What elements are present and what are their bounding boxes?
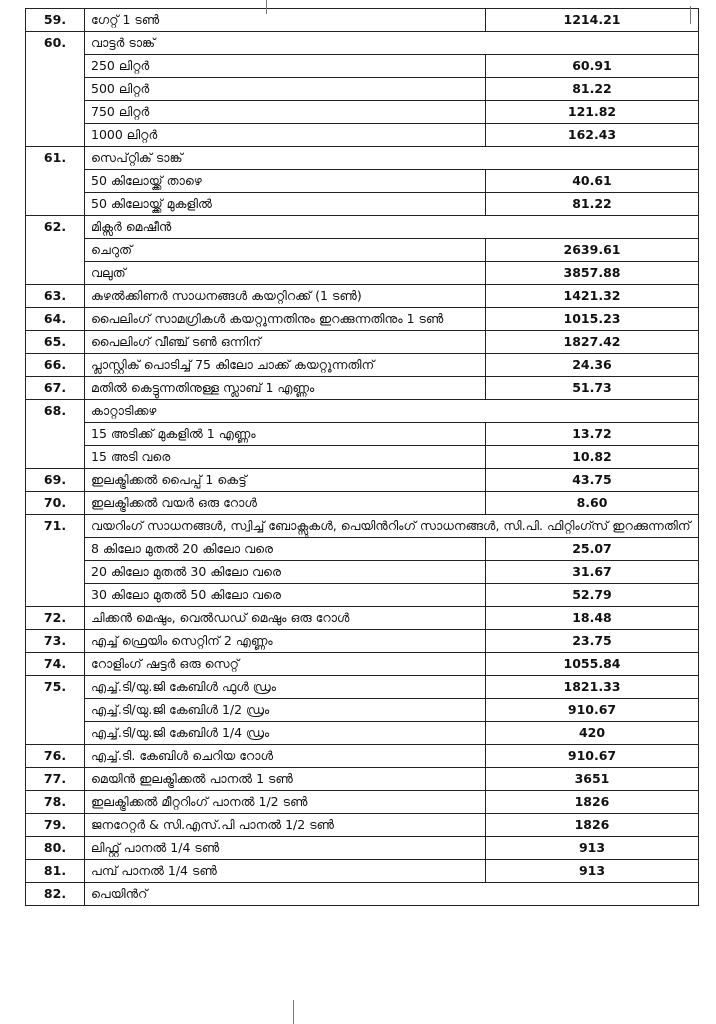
item-description: എച്ച്.ടി. കേബിൾ ചെറിയ റോൾ [85, 745, 486, 768]
item-number: 61. [26, 147, 85, 216]
item-rate: 81.22 [486, 78, 699, 101]
table-row [26, 124, 699, 147]
item-rate: 913 [486, 860, 699, 883]
table-row [26, 768, 699, 791]
table-row [26, 515, 699, 538]
rate-table-body [26, 9, 699, 906]
table-row [26, 101, 699, 124]
item-description: മെയിൻ ഇലക്ട്രിക്കൽ പാനൽ 1 ടൺ [85, 768, 486, 791]
table-row [26, 78, 699, 101]
item-rate: 40.61 [486, 170, 699, 193]
table-row [26, 607, 699, 630]
item-rate: 60.91 [486, 55, 699, 78]
item-description: മതിൽ കെട്ടുന്നതിനുള്ള സ്ലാബ് 1 എണ്ണം [85, 377, 486, 400]
table-row [26, 262, 699, 285]
item-description: റോളിംഗ് ഷട്ടർ ഒരു സെറ്റ് [85, 653, 486, 676]
table-row [26, 584, 699, 607]
item-number: 73. [26, 630, 85, 653]
item-number: 71. [26, 515, 85, 607]
table-row [26, 561, 699, 584]
item-description: എച്ച്.ടി/യു.ജി കേബിൾ 1/4 ഡ്രം [85, 722, 486, 745]
item-rate: 1214.21 [486, 9, 699, 32]
item-description: ചെറുത് [85, 239, 486, 262]
item-description: എച്ച് ഫ്രെയിം സെറ്റിന് 2 എണ്ണം [85, 630, 486, 653]
item-description: 50 കിലോയ്ക്ക് താഴെ [85, 170, 486, 193]
table-row [26, 55, 699, 78]
table-row [26, 538, 699, 561]
table-row [26, 9, 699, 32]
scan-mark [266, 0, 267, 14]
table-row [26, 377, 699, 400]
item-rate: 10.82 [486, 446, 699, 469]
item-description: എച്ച്.ടി/യു.ജി കേബിൾ 1/2 ഡ്രം [85, 699, 486, 722]
item-number: 80. [26, 837, 85, 860]
item-description: ലിഫ്റ്റ് പാനൽ 1/4 ടൺ [85, 837, 486, 860]
item-rate: 121.82 [486, 101, 699, 124]
table-row [26, 354, 699, 377]
item-description: 500 ലിറ്റർ [85, 78, 486, 101]
table-row [26, 423, 699, 446]
item-number: 79. [26, 814, 85, 837]
item-description: 8 കിലോ മുതൽ 20 കിലോ വരെ [85, 538, 486, 561]
item-rate: 23.75 [486, 630, 699, 653]
item-rate: 81.22 [486, 193, 699, 216]
item-description: പ്ലാസ്റ്റിക് പൊടിച്ച് 75 കിലോ ചാക്ക് കയറ്റുന്നതിന് [85, 354, 486, 377]
item-number: 68. [26, 400, 85, 469]
item-description: പൈലിംഗ് സാമഗ്രികൾ കയറ്റുന്നതിനും ഇറക്കുന്നതിനും 1 ടൺ [85, 308, 486, 331]
table-row [26, 791, 699, 814]
table-row [26, 193, 699, 216]
item-description: 20 കിലോ മുതൽ 30 കിലോ വരെ [85, 561, 486, 584]
item-description: 750 ലിറ്റർ [85, 101, 486, 124]
table-row [26, 860, 699, 883]
item-number: 72. [26, 607, 85, 630]
table-row [26, 676, 699, 699]
item-rate: 31.67 [486, 561, 699, 584]
item-rate: 2639.61 [486, 239, 699, 262]
group-heading: വാട്ടർ ടാങ്ക് [85, 32, 699, 55]
item-description: പമ്പ് പാനൽ 1/4 ടൺ [85, 860, 486, 883]
item-number: 75. [26, 676, 85, 745]
table-row [26, 653, 699, 676]
group-heading: പെയിൻറ് [85, 883, 699, 906]
scan-mark [293, 1000, 294, 1024]
item-number: 60. [26, 32, 85, 147]
item-number: 64. [26, 308, 85, 331]
table-row [26, 32, 699, 55]
item-description: വലുത് [85, 262, 486, 285]
table-row [26, 722, 699, 745]
item-rate: 1055.84 [486, 653, 699, 676]
table-row [26, 147, 699, 170]
item-description: ഇലക്ട്രിക്കൽ മീറ്ററിംഗ് പാനൽ 1/2 ടൺ [85, 791, 486, 814]
item-description: ചിക്കൻ മെഷും, വെൽഡഡ് മെഷും ഒരു റോൾ [85, 607, 486, 630]
item-rate: 1015.23 [486, 308, 699, 331]
table-row [26, 331, 699, 354]
item-description: 1000 ലിറ്റർ [85, 124, 486, 147]
table-row [26, 216, 699, 239]
item-rate: 420 [486, 722, 699, 745]
item-description: 15 അടി വരെ [85, 446, 486, 469]
item-rate: 910.67 [486, 745, 699, 768]
item-rate: 52.79 [486, 584, 699, 607]
item-number: 78. [26, 791, 85, 814]
item-rate: 910.67 [486, 699, 699, 722]
item-rate: 51.73 [486, 377, 699, 400]
table-row [26, 308, 699, 331]
group-heading: വയറിംഗ് സാധനങ്ങൾ, സ്വിച്ച് ബോക്സുകൾ, പെയിൻറിംഗ് സാധനങ്ങൾ, സി.പി. ഫിറ്റിംഗ്സ് ഇറക്കുന്നതിന് [85, 515, 699, 538]
item-rate: 25.07 [486, 538, 699, 561]
group-heading: സെപ്റ്റിക് ടാങ്ക് [85, 147, 699, 170]
table-row [26, 170, 699, 193]
item-number: 70. [26, 492, 85, 515]
item-description: ഗേറ്റ് 1 ടൺ [85, 9, 486, 32]
item-rate: 162.43 [486, 124, 699, 147]
item-description: പൈലിംഗ് വീഞ്ച് ടൺ ഒന്നിന് [85, 331, 486, 354]
table-row [26, 446, 699, 469]
group-heading: മിക്സർ മെഷീൻ [85, 216, 699, 239]
item-number: 66. [26, 354, 85, 377]
item-rate: 24.36 [486, 354, 699, 377]
rate-table [25, 8, 699, 906]
item-number: 62. [26, 216, 85, 285]
item-description: 30 കിലോ മുതൽ 50 കിലോ വരെ [85, 584, 486, 607]
table-row [26, 469, 699, 492]
item-rate: 43.75 [486, 469, 699, 492]
item-rate: 3651 [486, 768, 699, 791]
item-number: 76. [26, 745, 85, 768]
item-rate: 913 [486, 837, 699, 860]
table-row [26, 630, 699, 653]
item-rate: 1826 [486, 791, 699, 814]
item-description: കുഴൽക്കിണർ സാധനങ്ങൾ കയറ്റിറക്ക് (1 ടൺ) [85, 285, 486, 308]
item-number: 69. [26, 469, 85, 492]
scan-mark [690, 6, 691, 24]
item-description: 250 ലിറ്റർ [85, 55, 486, 78]
item-number: 63. [26, 285, 85, 308]
table-row [26, 400, 699, 423]
item-number: 65. [26, 331, 85, 354]
item-rate: 1826 [486, 814, 699, 837]
item-number: 67. [26, 377, 85, 400]
table-row [26, 883, 699, 906]
table-row [26, 492, 699, 515]
item-rate: 1421.32 [486, 285, 699, 308]
item-description: എച്ച്.ടി/യു.ജി കേബിൾ ഫുൾ ഡ്രം [85, 676, 486, 699]
item-rate: 8.60 [486, 492, 699, 515]
item-description: ജനറേറ്റർ & സി.എസ്.പി പാനൽ 1/2 ടൺ [85, 814, 486, 837]
group-heading: കാറ്റാടിക്കഴ [85, 400, 699, 423]
table-row [26, 239, 699, 262]
item-description: 15 അടിക്ക് മുകളിൽ 1 എണ്ണം [85, 423, 486, 446]
item-number: 59. [26, 9, 85, 32]
item-rate: 13.72 [486, 423, 699, 446]
item-rate: 18.48 [486, 607, 699, 630]
item-number: 81. [26, 860, 85, 883]
table-row [26, 814, 699, 837]
table-row [26, 837, 699, 860]
item-description: ഇലക്ട്രിക്കൽ വയർ ഒരു റോൾ [85, 492, 486, 515]
table-row [26, 699, 699, 722]
item-description: 50 കിലോയ്ക്ക് മുകളിൽ [85, 193, 486, 216]
item-number: 74. [26, 653, 85, 676]
item-description: ഇലക്ട്രിക്കൽ പൈപ്പ് 1 കെട്ട് [85, 469, 486, 492]
item-rate: 3857.88 [486, 262, 699, 285]
item-rate: 1821.33 [486, 676, 699, 699]
table-row [26, 745, 699, 768]
item-number: 82. [26, 883, 85, 906]
item-number: 77. [26, 768, 85, 791]
table-row [26, 285, 699, 308]
item-rate: 1827.42 [486, 331, 699, 354]
